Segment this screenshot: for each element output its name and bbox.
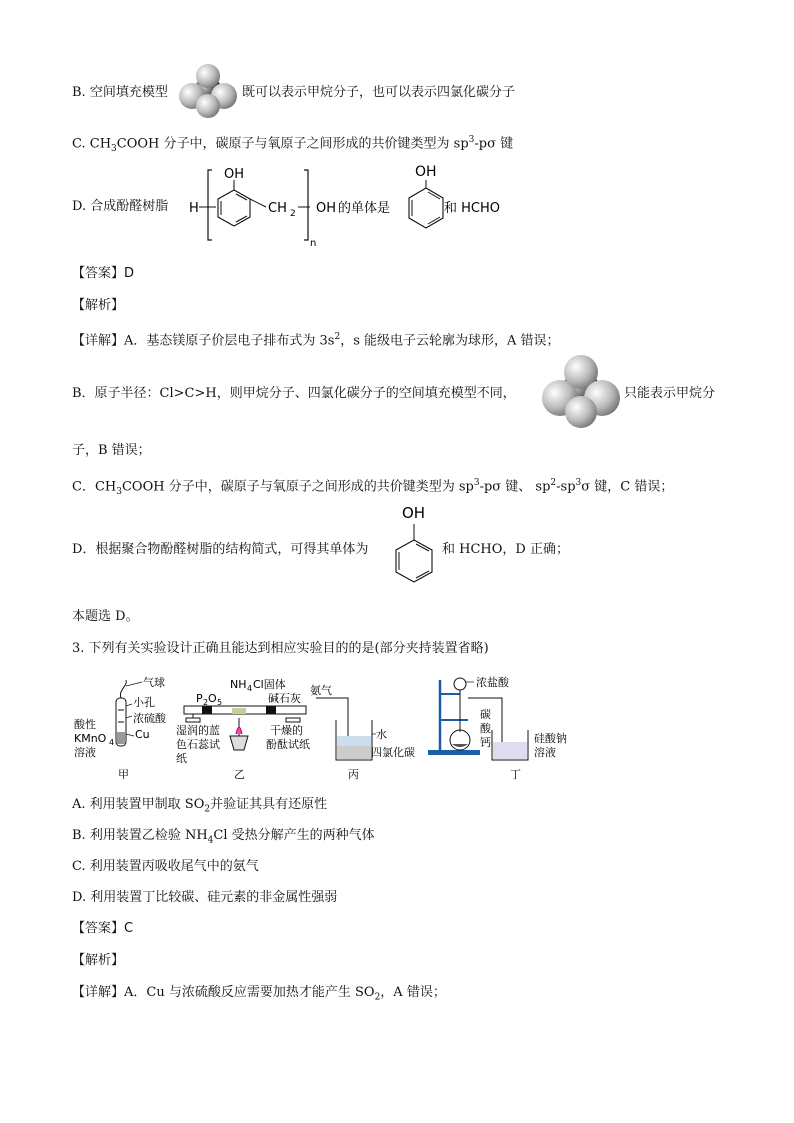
answer-label: 【答案】	[72, 266, 125, 281]
apparatus-ding	[428, 675, 567, 781]
detail-c-t3: -pσ 键、 sp	[479, 479, 551, 495]
jia-left2: KMnO	[74, 732, 107, 745]
detail-d-text2: 和 HCHO，D 正确；	[442, 542, 569, 557]
methane-model-image	[538, 352, 624, 432]
phenol-formaldehyde-structure	[186, 160, 516, 250]
detail-c-t2: COOH 分子中，碳原子与氧原子之间形成的共价键类型为 sp	[121, 479, 474, 495]
detail3-a-line	[72, 984, 446, 1007]
q3-option-a	[72, 796, 327, 819]
yi-p2o5-sub1: 2	[203, 698, 209, 707]
detail-c-s2: 3	[473, 478, 480, 488]
q3-option-a-text: A. 利用装置甲制取 SO	[72, 797, 205, 812]
ding-name: 丁	[510, 768, 521, 781]
jia-cu-label: Cu	[135, 728, 150, 741]
jia-left1: 酸性	[74, 718, 96, 731]
detail-a-line	[72, 328, 560, 350]
detail-a-text2: ，s 能级电子云轮廓为球形，A 错误；	[340, 333, 560, 349]
q3-option-b-text: B. 利用装置乙检验 NH	[72, 828, 208, 843]
detail-c-s1: 3	[116, 486, 122, 497]
conclusion: 本题选 D。	[72, 609, 139, 624]
q3-option-b-tail: Cl 受热分解产生的两种气体	[213, 828, 375, 843]
jia-acid-label: 浓硫酸	[133, 712, 166, 725]
option-c-text: C. CH	[72, 136, 112, 152]
bing-name: 丙	[348, 768, 359, 781]
apparatus-yi	[176, 677, 310, 781]
detail-c-line	[72, 474, 673, 501]
detail3-a-text2: ，A 错误；	[380, 985, 446, 1000]
yi-dry1: 干燥的	[270, 724, 303, 737]
detail-c-t1: C．CH	[72, 479, 117, 495]
option-c-sub: 3	[111, 143, 117, 154]
ding-hcl-label: 浓盐酸	[476, 676, 509, 689]
option-c-text-after: -pσ 键	[474, 136, 514, 152]
ding-sil2: 溶液	[534, 746, 556, 759]
struct-mid-text: 的单体是	[338, 201, 391, 216]
option-b-suffix: 既可以表示甲烷分子，也可以表示四氯化碳分子	[242, 85, 516, 100]
space-filling-model-image	[176, 62, 240, 120]
yi-p2o5-mid: O	[208, 692, 217, 705]
ding-caco3-1: 碳	[480, 708, 491, 721]
struct-oh-top: OH	[224, 167, 245, 182]
yi-wet3: 纸	[176, 752, 187, 765]
detail-b-cont: 子，B 错误；	[72, 443, 151, 458]
apparatus-figure	[72, 670, 592, 786]
detail-c-t4: -sp	[556, 479, 576, 495]
detail-c-s3: 2	[550, 478, 557, 488]
option-c-sup: 3	[468, 135, 475, 145]
yi-nh4cl-label: NH	[230, 678, 247, 691]
q3-option-b	[72, 827, 375, 850]
bing-water-label: 水	[376, 728, 387, 741]
bing-ccl4-label: 四氯化碳	[371, 746, 415, 759]
phenol-oh: OH	[402, 504, 426, 522]
yi-p2o5-label: P	[196, 692, 203, 705]
struct-n: n	[310, 238, 317, 249]
option-d-prefix: D. 合成酚醛树脂	[72, 199, 169, 214]
apparatus-jia	[74, 675, 167, 781]
option-c-text-mid: COOH 分子中，碳原子与氧原子之间形成的共价键类型为 sp	[116, 136, 469, 152]
q3-option-a-sub: 2	[204, 804, 211, 815]
yi-nh4cl-tail: Cl固体	[253, 678, 286, 691]
struct-oh-end: OH	[316, 201, 337, 216]
q3-option-b-sub: 4	[207, 835, 214, 846]
jia-balloon-label: 气球	[143, 676, 165, 689]
detail3-a-sub: 2	[374, 992, 381, 1003]
yi-wet2: 色石蕊试	[176, 738, 220, 751]
monomer-oh: OH	[415, 164, 437, 180]
jia-name: 甲	[118, 768, 129, 781]
detail-d-text: D．根据聚合物酚醛树脂的结构简式，可得其单体为	[72, 542, 369, 557]
detail-label: 【详解】	[72, 333, 125, 349]
detail-c-s4: 3	[575, 478, 582, 488]
option-b-line	[72, 84, 168, 102]
jia-left3: 溶液	[74, 746, 96, 759]
detail-a-text: A．基态镁原子价层电子排布式为 3s	[124, 333, 335, 349]
yi-wet1: 湿润的蓝	[176, 724, 220, 737]
monomer-suffix: 和 HCHO	[444, 201, 500, 216]
ding-caco3-3: 钙	[480, 736, 491, 749]
bing-gas-label: 氨气	[310, 684, 332, 697]
analysis-1-label: 【解析】	[72, 298, 125, 313]
apparatus-bing	[310, 683, 415, 781]
yi-nh4cl-sub: 4	[247, 684, 253, 693]
struct-h: H	[189, 201, 199, 216]
ding-caco3-2: 酸	[480, 722, 491, 735]
q3-option-c: C. 利用装置丙吸收尾气中的氨气	[72, 859, 259, 874]
answer-value: D	[124, 266, 135, 281]
struct-ch2-sub: 2	[290, 209, 296, 219]
answer-2	[72, 920, 133, 938]
ding-sil1: 硅酸钠	[534, 732, 567, 745]
yi-p2o5-sub2: 5	[217, 698, 223, 707]
q3-option-a-tail: 并验证其具有还原性	[210, 797, 328, 812]
option-b-prefix: B. 空间填充模型	[72, 85, 168, 100]
answer-1	[72, 265, 134, 283]
detail3-label: 【详解】	[72, 985, 125, 1000]
question-3-stem: 3. 下列有关实验设计正确且能达到相应实验目的的是(部分夹持装置省略)	[72, 641, 489, 656]
jia-left2-sub: 4	[109, 738, 115, 747]
yi-name: 乙	[234, 768, 245, 781]
detail3-a-text: A．Cu 与浓硫酸反应需要加热才能产生 SO	[124, 985, 375, 1000]
phenol-structure-image	[386, 500, 442, 592]
detail-b-text: B．原子半径：Cl>C>H，则甲烷分子、四氯化碳分子的空间填充模型不同，	[72, 386, 516, 401]
detail-b-text2: 只能表示甲烷分	[624, 386, 716, 401]
answer2-value: C	[124, 921, 134, 936]
q3-option-d: D. 利用装置丁比较碳、硅元素的非金属性强弱	[72, 890, 338, 905]
jia-hole-label: 小孔	[133, 696, 155, 709]
analysis-2-label: 【解析】	[72, 953, 125, 968]
struct-ch2: CH	[268, 201, 287, 216]
detail-a-sup: 2	[334, 332, 341, 342]
yi-soda-label: 碱石灰	[268, 692, 301, 705]
detail-c-t5: σ 键，C 错误；	[581, 479, 674, 495]
answer2-label: 【答案】	[72, 921, 125, 936]
option-c-line	[72, 131, 513, 158]
yi-dry2: 酚酞试纸	[266, 738, 310, 751]
